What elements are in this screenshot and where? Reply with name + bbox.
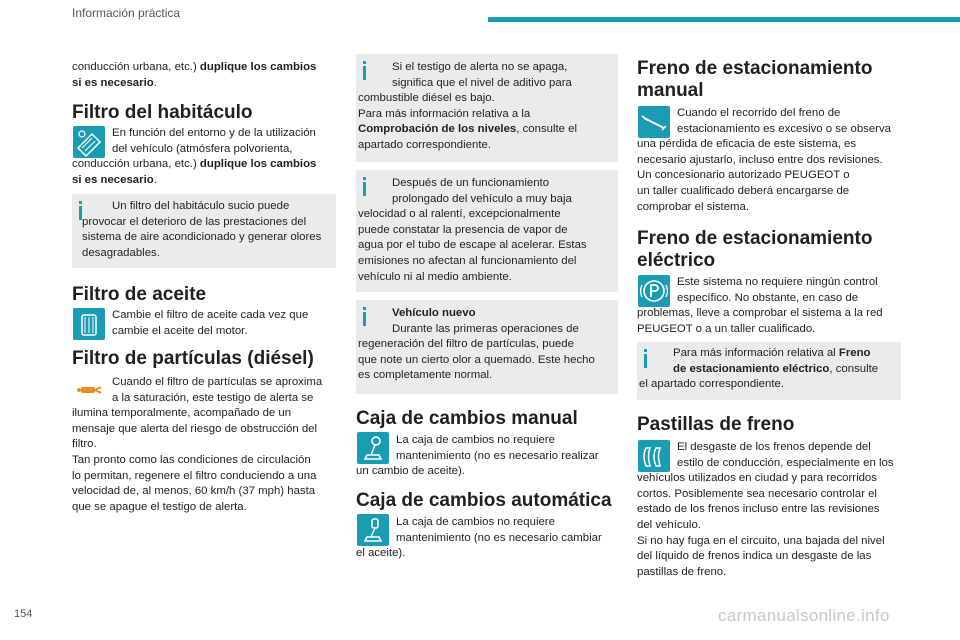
note-text: Si el testigo de alerta no se apaga, significa que el nivel de aditivo para combustible diésel es bajo. Para más información relativa a la Comprobación de los niveles, consulte el apartado correspondiente. <box>358 61 578 151</box>
intro-text: conducción urbana, etc.) duplique los cambios si es necesario. <box>72 61 317 89</box>
section-title-automatic-gearbox: Caja de cambios automática <box>356 490 612 511</box>
section-title-cabin-filter: Filtro del habitáculo <box>72 102 253 123</box>
manual-parking-brake-text: Cuando el recorrido del freno de estacionamiento es excesivo o se observa una pérdida de eficacia de este sistema, es necesario ajustarlo, incluso entre dos revisiones. Un concesionario autorizado PEUGEOT o un taller cualificado deberá encargarse de comprobar el sistema. <box>637 107 892 213</box>
note-electric-parking-brake <box>637 342 901 400</box>
note-text: Un filtro del habitáculo sucio puede provocar el deterioro de las prestaciones del sistema de aire acondicionado y generar olores desagradables. <box>82 200 322 259</box>
manual-gearbox-text: La caja de cambios no requiere mantenimiento (no es necesario realizar un cambio de aceite). <box>356 434 599 478</box>
oil-filter-text: Cambie el filtro de aceite cada vez que cambie el aceite del motor. <box>112 309 309 337</box>
automatic-gearbox-text: La caja de cambios no requiere mantenimiento (no es necesario cambiar el aceite). <box>356 516 602 560</box>
section-title-electric-parking-brake: Freno de estacionamiento eléctrico <box>637 228 873 271</box>
note-cabin-filter <box>72 194 336 268</box>
section-title-manual-gearbox: Caja de cambios manual <box>356 408 578 429</box>
header-accent-bar <box>488 17 960 22</box>
particle-filter-text: Cuando el filtro de partículas se aproxima a la saturación, este testigo de alerta se ilumina temporalmente, acompañado de un mensaje que alerta del riesgo de obstrucción del filtro. Tan pronto como las condiciones de circulación lo permitan, regenere el filtro conduciendo a una velocidad de, al menos, 60 km/h (37 mph) hasta que se apague el testigo de alerta. <box>72 376 323 513</box>
electric-parking-brake-text: Este sistema no requiere ningún control específico. No obstante, en caso de problemas, lleve a comprobar el sistema a la red PEUGEOT o a un taller cualificado. <box>637 276 883 335</box>
note-text: Después de un funcionamiento prolongado del vehículo a muy baja velocidad o al ralentí, excepcionalmente puede constatar la presencia de vapor de agua por el tubo de escape al acelerar. Estas emisiones no afectan al funcionamiento del vehículo ni al medio ambiente. <box>358 177 587 283</box>
cabin-filter-text: En función del entorno y de la utilización del vehículo (atmósfera polvorienta, conducción urbana, etc.) duplique los cambios si es necesario. <box>72 127 317 186</box>
note-additive-level <box>356 54 618 162</box>
section-title-particle-filter: Filtro de partículas (diésel) <box>72 348 314 369</box>
note-text: Para más información relativa al Freno de estacionamiento eléctrico, consulte el apartado correspondiente. <box>639 347 879 391</box>
watermark: carmanualsonline.info <box>718 606 890 625</box>
note-text: Vehículo nuevo Durante las primeras operaciones de regeneración del filtro de partículas, puede que note un cierto olor a quemado. Este hecho es completamente normal. <box>358 307 595 382</box>
note-water-vapour <box>356 170 618 292</box>
section-title-brake-pads: Pastillas de freno <box>637 414 795 435</box>
section-title-manual-parking-brake: Freno de estacionamiento manual <box>637 58 873 101</box>
section-title-oil-filter: Filtro de aceite <box>72 284 207 305</box>
note-new-vehicle <box>356 300 618 394</box>
page-number: 154 <box>14 608 33 620</box>
running-header: Información práctica <box>72 6 181 20</box>
brake-pads-text: El desgaste de los frenos depende del estilo de conducción, especialmente en los vehículos utilizados en ciudad y para recorridos cortos. Posiblemente sea necesario controlar el estado de los frenos incluso entre las revisiones del vehículo. Si no hay fuga en el circuito, una bajada del nivel del líquido de frenos indica un desgaste de las pastillas de freno. <box>637 441 894 578</box>
